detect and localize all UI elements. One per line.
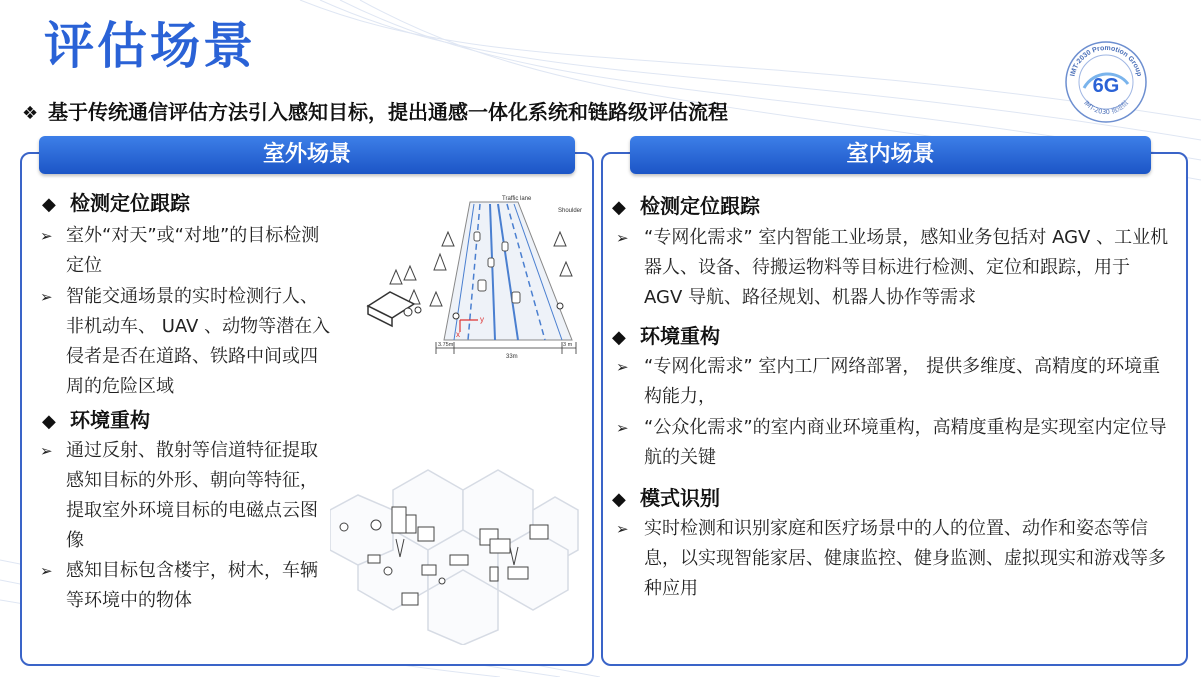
traffic-lane-label: Traffic lane xyxy=(502,196,532,202)
indoor-reconstruction-item-1 xyxy=(616,352,1170,412)
indoor-pattern-item-1 xyxy=(616,514,1170,604)
diamond-bullet-icon: ◆ xyxy=(612,327,626,348)
arrow-bullet-icon: ➢ xyxy=(616,358,629,376)
indoor-heading-detection: 检测定位跟踪 xyxy=(640,194,760,218)
dim-left-label: 3.75m xyxy=(438,342,454,348)
indoor-panel-header: 室内场景 xyxy=(630,136,1151,174)
diamond-bullet-icon: ◆ xyxy=(612,197,626,218)
item-text: “专网化需求” 室内工厂网络部署， 提供多维度、高精度的环境重构能力， xyxy=(644,356,1161,407)
indoor-section-heading xyxy=(612,320,720,349)
logo-ring-text: IMT-2030 Promotion Group xyxy=(1069,44,1143,78)
arrow-bullet-icon: ➢ xyxy=(40,562,53,580)
indoor-heading-reconstruction: 环境重构 xyxy=(640,324,720,348)
arrow-bullet-icon: ➢ xyxy=(616,229,629,247)
outdoor-detection-item-2 xyxy=(40,282,332,402)
arrow-bullet-icon: ➢ xyxy=(40,227,53,245)
outdoor-heading-detection: 检测定位跟踪 xyxy=(70,191,190,215)
logo-ring-text-bottom: IMT-2030 推进组 xyxy=(1082,98,1130,117)
dim-right-label: 3 m xyxy=(563,342,573,348)
item-text: “专网化需求” 室内智能工业场景，感知业务包括对 AGV 、工业机器人、设备、待搬运物料等目标进行检测、定位和跟踪，用于 AGV 导航、路径规划、机器人协作等需求 xyxy=(644,227,1169,308)
outdoor-reconstruction-item-1 xyxy=(40,436,332,556)
environment-hexagon-illustration xyxy=(330,455,584,645)
logo-center-text: 6G xyxy=(1092,75,1120,97)
traffic-road-diagram xyxy=(350,192,582,360)
page-title: 评估场景 xyxy=(44,17,256,75)
indoor-reconstruction-item-2 xyxy=(616,413,1170,473)
subtitle-bullet-icon: ❖ xyxy=(22,103,39,124)
item-text: 感知目标包含楼宇，树木，车辆等环境中的物体 xyxy=(66,560,318,611)
item-text: 室外“对天”或“对地”的目标检测定位 xyxy=(66,225,320,276)
arrow-bullet-icon: ➢ xyxy=(616,520,629,538)
outdoor-detection-item-1 xyxy=(40,221,332,281)
arrow-bullet-icon: ➢ xyxy=(40,288,53,306)
item-text: “公众化需求”的室内商业环境重构，高精度重构是实现室内定位导航的关键 xyxy=(644,417,1167,468)
axis-x-label: x xyxy=(456,330,460,339)
diamond-bullet-icon: ◆ xyxy=(612,489,626,510)
item-text: 通过反射、散射等信道特征提取感知目标的外形、朝向等特征，提取室外环境目标的电磁点云图像 xyxy=(66,440,318,551)
indoor-section-heading xyxy=(612,482,720,511)
shoulder-label: Shoulder xyxy=(558,208,582,214)
indoor-heading-pattern-recognition: 模式识别 xyxy=(640,486,720,510)
outdoor-reconstruction-item-2 xyxy=(40,556,332,616)
outdoor-section-heading xyxy=(42,187,190,216)
dim-total-label: 33m xyxy=(506,354,518,360)
indoor-section-heading xyxy=(612,190,760,219)
item-text: 智能交通场景的实时检测行人、非机动车、 UAV 、动物等潜在入侵者是否在道路、铁路中间或四周的危险区域 xyxy=(66,286,331,397)
axis-y-label: y xyxy=(480,315,484,324)
outdoor-heading-reconstruction: 环境重构 xyxy=(70,408,150,432)
diamond-bullet-icon: ◆ xyxy=(42,411,56,432)
arrow-bullet-icon: ➢ xyxy=(616,419,629,437)
subtitle-text: 基于传统通信评估方法引入感知目标，提出通感一体化系统和链路级评估流程 xyxy=(48,100,728,124)
indoor-detection-item-1 xyxy=(616,223,1170,313)
imt2030-6g-logo xyxy=(1064,40,1148,124)
diamond-bullet-icon: ◆ xyxy=(42,194,56,215)
outdoor-panel-header: 室外场景 xyxy=(39,136,575,174)
arrow-bullet-icon: ➢ xyxy=(40,442,53,460)
outdoor-section-heading xyxy=(42,404,150,433)
subtitle xyxy=(22,96,728,125)
item-text: 实时检测和识别家庭和医疗场景中的人的位置、动作和姿态等信息，以实现智能家居、健康监控、健身监测、虚拟现实和游戏等多种应用 xyxy=(644,518,1166,599)
